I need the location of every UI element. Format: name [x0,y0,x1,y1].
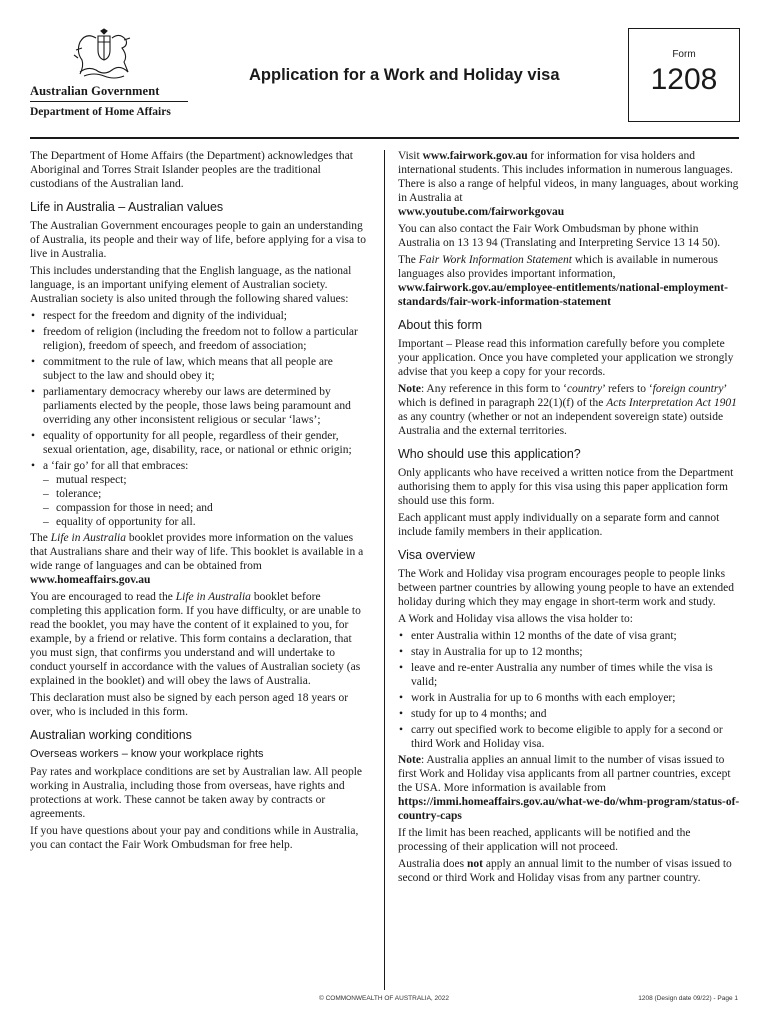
annual-limit-note: Note: Australia applies an annual limit to the number of visas issued to first Work and Holiday visa applicants from all partner countries, except the USA. More information is available from https://immi.homeaffairs.gov.au/what-we-do/whm-program/status-of-country-caps [398,754,740,822]
list-item: – compassion for those in need; and [43,501,366,515]
government-name: Australian Government [30,84,160,98]
list-item: – tolerance; [43,487,366,501]
visa-allows-list [398,629,740,751]
form-number: 1208 [650,63,718,96]
list-item: • enter Australia within 12 months of the date of visa grant; [398,629,740,643]
values-heading: Life in Australia – Australian values [30,200,224,214]
visit-text: Visit www.fairwork.gov.au for information for visa holders and international students. This includes information in numerous languages. There is also a range of helpful videos, in many languages, about working in Australia at www.youtube.com/fairworkgovau [398,150,739,218]
important-text: Important – Please read this information carefully before you complete your application. Once you have completed your application we strongly advise that you keep a copy for your records. [398,338,734,378]
acknowledgement-text: The Department of Home Affairs (the Department) acknowledges that Aboriginal and Torres Strait Islander peoples are the traditional custodians of the Australian land. [30,150,353,190]
list-item: • work in Australia for up to 6 months with each employer; [398,691,740,705]
page-header [0,0,768,140]
only-applicants-text: Only applicants who have received a written notice from the Department authorising them to apply for this visa using this paper application form should use this form. [398,467,734,507]
visa-overview-heading: Visa overview [398,548,475,562]
declaration-text: This declaration must also be signed by each person aged 18 years or over, who is included in this form. [30,692,349,718]
fair-go-text: a ‘fair go’ for all that embraces: [43,460,189,472]
list-item: • equality of opportunity for all people, regardless of their gender, sexual orientation, age, disability, race, or national or ethnic origin; [30,429,366,457]
homeaffairs-link[interactable]: www.homeaffairs.gov.au [30,574,151,586]
pay-rates-text: Pay rates and workplace conditions are set by Australian law. All people working in Australia, including those from overseas, have rights and protections at work. These cannot be taken away by contracts or agreements. [30,766,363,820]
booklet-text: The Life in Australia booklet provides more information on the values that Australians share and their way of life. This booklet is available in a wide range of languages and can be obtained from www.homeaffairs.gov.au [30,532,364,586]
country-caps-link[interactable]: https://immi.homeaffairs.gov.au/what-we-do/whm-program/status-of-country-caps [398,796,740,822]
list-item: • commitment to the rule of law, which means that all people are subject to the law and should obey it; [30,355,366,383]
allows-text: A Work and Holiday visa allows the visa holder to: [398,613,633,625]
country-note: Note: Any reference in this form to ‘country’ refers to ‘foreign country’ which is defined in paragraph 22(1)(f) of the Acts Interpretation Act 1901 as any country (whether or not an independent sovereign state) outside Australia and the external territories. [398,383,737,437]
list-item: • parliamentary democracy whereby our laws are determined by parliaments elected by the people, those laws being paramount and overriding any other inconsistent religious or secular ‘laws’; [30,385,366,427]
left-column [30,149,366,855]
values-list [30,309,366,529]
working-conditions-heading: Australian working conditions [30,728,192,742]
overseas-workers-subheading: Overseas workers – know your workplace rights [30,748,264,760]
program-text: The Work and Holiday visa program encourages people to people links between partner countries by allowing young people to have an extended holiday during which they may engage in short-term work and study. [398,568,734,608]
form-label: Form [672,49,696,60]
form-number-box [628,28,740,122]
statement-text: The Fair Work Information Statement which is available in numerous languages also provides important information, www.fairwork.gov.au/employee-entitlements/national-employment-standards/fair-work-information-statement [398,254,728,308]
fair-go-list [43,473,366,529]
list-item: • study for up to 4 months; and [398,707,740,721]
about-form-heading: About this form [398,318,483,332]
list-item: • freedom of religion (including the freedom not to follow a particular religion), freedom of speech, and freedom of association; [30,325,366,353]
list-item: – equality of opportunity for all. [43,515,366,529]
list-item [30,459,366,529]
questions-text: If you have questions about your pay and conditions while in Australia, you can contact the Fair Work Ombudsman for free help. [30,825,359,851]
language-text: This includes understanding that the English language, as the national language, is an important unifying element of Australian society. Australian society is also united through the following shared values: [30,265,352,305]
phone-text: You can also contact the Fair Work Ombudsman by phone within Australia on 13 13 94 (Translating and Interpreting Service 13 14 50). [398,223,721,249]
copyright-footer: © COMMONWEALTH OF AUSTRALIA, 2022 [319,995,449,1002]
list-item: – mutual respect; [43,473,366,487]
fairwork-link[interactable]: www.fairwork.gov.au [422,150,528,162]
column-divider [384,150,385,990]
coat-of-arms-icon [68,28,140,82]
form-title: Application for a Work and Holiday visa [249,66,560,84]
list-item: • stay in Australia for up to 12 months; [398,645,740,659]
each-applicant-text: Each applicant must apply individually on a separate form and cannot include family members in their application. [398,512,720,538]
list-item: • carry out specified work to become eligible to apply for a second or third Work and Holiday visa. [398,723,740,751]
department-name: Department of Home Affairs [30,106,171,118]
right-column [398,149,740,888]
no-limit-text: Australia does not apply an annual limit to the number of visas issued to second or third Work and Holiday visas from any partner country. [398,858,732,884]
youtube-link[interactable]: www.youtube.com/fairworkgovau [398,206,565,218]
government-rule [30,101,188,102]
list-item: • leave and re-enter Australia any number of times while the visa is valid; [398,661,740,689]
list-item: • respect for the freedom and dignity of the individual; [30,309,366,323]
read-booklet-text: You are encouraged to read the Life in Australia booklet before completing this application form. If you have difficulty, or are unable to read the booklet, you may have the content of it explained to you, for example, by a friend or relative. This form contains a declaration, that you must sign, that confirms you understand and will undertake to conduct yourself in accordance with the values of Australian society (as explained in the booklet) and will obey the laws of Australia. [30,591,361,687]
header-rule [30,137,739,139]
statement-link[interactable]: www.fairwork.gov.au/employee-entitlements/national-employment-standards/fair-work-information-statement [398,282,728,308]
encourage-text: The Australian Government encourages people to gain an understanding of Australia, its people and their way of life, before applying for a visa to live in Australia. [30,220,366,260]
limit-reached-text: If the limit has been reached, applicants will be notified and the processing of their application will not proceed. [398,827,691,853]
who-should-use-heading: Who should use this application? [398,447,581,461]
page-footer: 1208 (Design date 09/22) - Page 1 [638,995,738,1002]
